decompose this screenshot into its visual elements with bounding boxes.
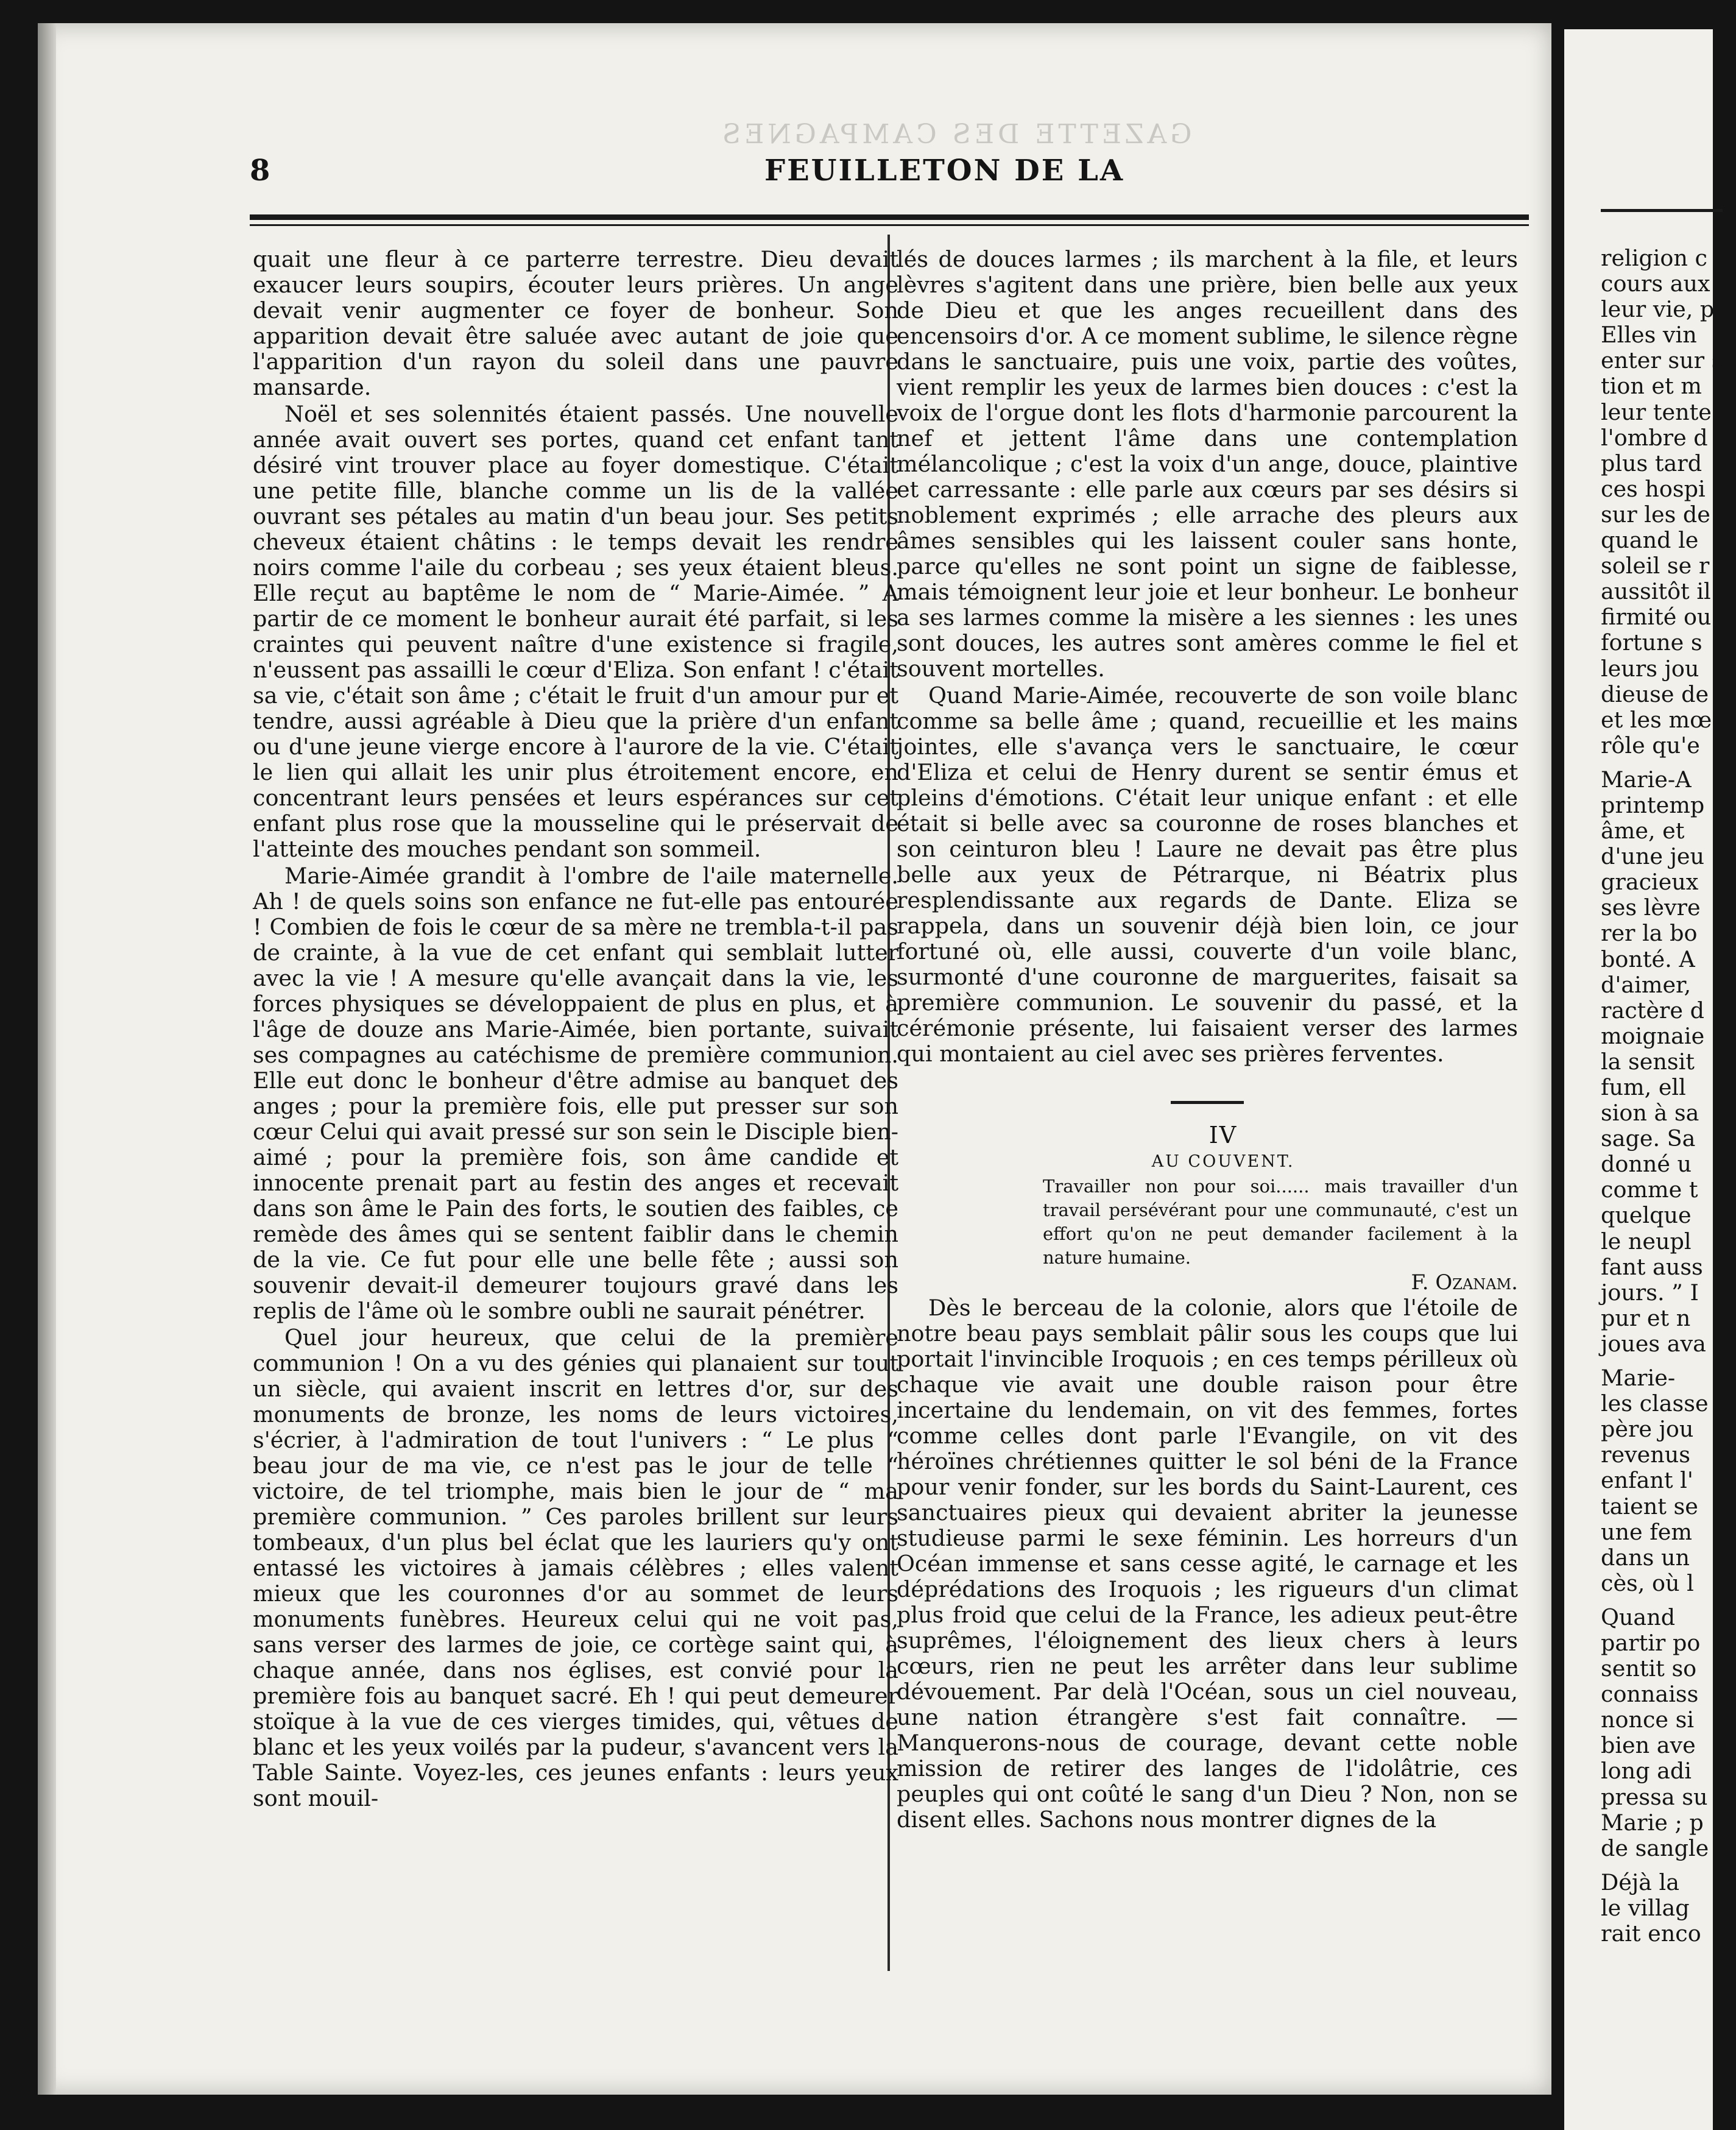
adjacent-page-rule xyxy=(1601,209,1723,212)
adjacent-line: bonté. A xyxy=(1601,946,1695,972)
paragraph: Quand Marie-Aimée, recouverte de son voile blanc comme sa belle âme ; quand, recueillie et les mains jointes, elle s'avança vers le sanctuaire, le cœur d'Eliza et celui de Henry durent se sentir émus et pleins d'émotions. C'était leur unique enfant : et elle était si belle avec sa couronne de roses blanches et son ceinturon bleu ! Laure ne devait pas être plus belle aux yeux de Pétrarque, ni Béatrix plus resplendissante aux regards de Dante. Eliza se rappela, dans un souvenir déjà bien loin, ce jour fortuné où, elle aussi, couverte d'un voile blanc, surmonté d'une couronne de marguerites, faisait sa première communion. Le souvenir du passé, et la cérémonie présente, lui faisaient verser des larmes qui montaient au ciel avec ses prières ferventes. xyxy=(897,682,1518,1067)
adjacent-line: sage. Sa xyxy=(1601,1125,1696,1152)
section-number: IV xyxy=(1208,1122,1238,1148)
left-column xyxy=(253,247,898,1811)
adjacent-line: Marie ; p xyxy=(1601,1809,1704,1836)
adjacent-line: la sensit xyxy=(1601,1048,1695,1075)
adjacent-line: Quand xyxy=(1601,1604,1676,1630)
page-binding-edge xyxy=(38,23,56,2095)
adjacent-line: dans un xyxy=(1601,1544,1690,1571)
adjacent-line: sentit so xyxy=(1601,1655,1697,1682)
adjacent-line: quelque xyxy=(1601,1202,1692,1229)
running-title: FEUILLETON DE LA xyxy=(764,154,1125,188)
adjacent-line: jours. ” I xyxy=(1601,1279,1699,1306)
adjacent-line: rer la bo xyxy=(1601,920,1698,947)
section-rule xyxy=(1171,1101,1244,1104)
adjacent-line: moignaie xyxy=(1601,1022,1705,1049)
adjacent-line: âme, et xyxy=(1601,818,1685,844)
line-gap xyxy=(1601,1357,1736,1365)
adjacent-line: ses lèvre xyxy=(1601,894,1701,921)
adjacent-line: de sangle xyxy=(1601,1835,1709,1861)
adjacent-line: fant auss xyxy=(1601,1253,1703,1280)
adjacent-line: pur et n xyxy=(1601,1304,1691,1331)
adjacent-line: donné u xyxy=(1601,1151,1692,1178)
adjacent-page-text xyxy=(1601,246,1736,1947)
adjacent-line: une fem xyxy=(1601,1518,1692,1545)
adjacent-line: aussitôt il xyxy=(1601,578,1711,605)
adjacent-line: enter sur se xyxy=(1601,347,1736,374)
adjacent-line: Déjà la xyxy=(1601,1869,1679,1895)
adjacent-line: d'une jeu xyxy=(1601,843,1705,870)
adjacent-line: bien ave xyxy=(1601,1732,1696,1759)
adjacent-line: Elles vin xyxy=(1601,322,1697,349)
adjacent-line: Marie-A xyxy=(1601,766,1692,793)
paragraph: Noël et ses solennités étaient passés. Une nouvelle année avait ouvert ses portes, quand cet enfant tant désiré vint trouver place au foyer domestique. C'était une petite fille, blanche comme un lis de la vallée ouvrant ses pétales au matin d'un beau jour. Ses petits cheveux étaient châtins : le temps devait les rendre noirs comme l'aile du corbeau ; ses yeux étaient bleus. Elle reçut au baptême le nom de “ Marie-Aimée. ” A partir de ce moment le bonheur aurait été parfait, si les craintes qui peuvent naître d'une existence si fragile, n'eussent pas assailli le cœur d'Eliza. Son enfant ! c'était sa vie, c'était son âme ; c'était le fruit d'un amour pur et tendre, aussi agréable à Dieu que la prière d'un enfant ou d'une jeune vierge encore à l'aurore de la vie. C'était le lien qui allait les unir plus étroitement encore, en concentrant leurs pensées et leurs espérances sur cet enfant plus rose que la mousseline qui le préservait de l'atteinte des mouches pendant son sommeil. xyxy=(253,401,898,862)
bleed-through-text: GAZETTE DES CAMPAGNES xyxy=(719,119,1192,150)
adjacent-line: tion et m xyxy=(1601,373,1702,400)
adjacent-line: fum, ell xyxy=(1601,1074,1686,1100)
epigraph-author: F. Ozanam. xyxy=(1411,1270,1518,1295)
adjacent-line: nonce si xyxy=(1601,1707,1695,1733)
adjacent-line: comme t xyxy=(1601,1176,1698,1203)
line-gap xyxy=(1601,759,1736,767)
paragraph: quait une fleur à ce parterre terrestre. Dieu devait exaucer leurs soupirs, écouter leurs prières. Un ange devait venir augmenter ce foyer de bonheur. Son apparition devait être saluée avec autant de joie que l'apparition d'un rayon du soleil dans une pauvre mansarde. xyxy=(253,246,898,400)
adjacent-line: cours aux xyxy=(1601,271,1710,297)
paragraph: Quel jour heureux, que celui de la première communion ! On a vu des génies qui planaient sur tout un siècle, qui avaient inscrit en lettres d'or, sur des monuments de bronze, les noms de leurs victoires, s'écrier, à l'admiration de tout l'univers : “ Le plus “ beau jour de ma vie, ce n'est pas le jour de telle “ victoire, de tel triomphe, mais bien le jour de “ ma première communion. ” Ces paroles brillent sur leurs tombeaux, d'un plus bel éclat que les lauriers qu'y ont entassé les victoires à jamais célèbres ; elles valent mieux que les couronnes d'or au sommet de leurs monuments funèbres. Heureux celui qui ne voit pas, sans verser des larmes de joie, ce cortège saint qui, à chaque année, dans nos églises, est convié pour la première fois au banquet sacré. Eh ! qui peut demeurer stoïque à la vue de ces vierges timides, qui, vêtues de blanc et les yeux voilés par la pudeur, s'avancent vers la Table Sainte. Voyez-les, ces jeunes enfants : leurs yeux sont mouil- xyxy=(253,1325,898,1811)
adjacent-line: ractère d xyxy=(1601,997,1704,1024)
adjacent-line: le villag xyxy=(1601,1894,1690,1921)
adjacent-line: leur vie, p xyxy=(1601,296,1715,323)
header-rule-thin xyxy=(250,224,1529,226)
section-title: AU COUVENT. xyxy=(1151,1152,1295,1171)
adjacent-line: dieuse de xyxy=(1601,681,1709,707)
adjacent-line: quand le xyxy=(1601,527,1699,554)
adjacent-line: firmité ou xyxy=(1601,604,1712,631)
adjacent-line: rôle qu'e xyxy=(1601,732,1700,759)
adjacent-line: Marie- xyxy=(1601,1365,1676,1392)
adjacent-line: plus tard xyxy=(1601,450,1702,476)
adjacent-line: rait enco xyxy=(1601,1920,1701,1947)
adjacent-line: joues ava xyxy=(1601,1330,1706,1357)
adjacent-line: connaiss xyxy=(1601,1681,1699,1708)
adjacent-line: sur les de xyxy=(1601,501,1710,528)
line-gap xyxy=(1601,1596,1736,1605)
adjacent-line: fortune s xyxy=(1601,629,1702,656)
adjacent-line: père jou xyxy=(1601,1416,1694,1443)
adjacent-line: leur tente xyxy=(1601,398,1712,425)
paragraph: Marie-Aimée grandit à l'ombre de l'aile maternelle. Ah ! de quels soins son enfance ne fut-elle pas entourée ! Combien de fois le cœur de sa mère ne trembla-t-il pas de crainte, à la vue de cet enfant qui semblait lutter avec la vie ! A mesure qu'elle avançait dans la vie, les forces physiques se développaient de plus en plus, et à l'âge de douze ans Marie-Aimée, bien portante, suivait ses compagnes au catéchisme de première communion. Elle eut donc le bonheur d'être admise au banquet des anges ; pour la première fois, elle put presser sur son cœur Celui qui avait pressé sur son sein le Disciple bien-aimé ; pour la première fois, son âme candide et innocente prenait part au festin des anges et recevait dans son âme le Pain des forts, le soutien des faibles, ce remède des âmes qui se sentent faiblir dans le chemin de la vie. Ce fut pour elle une belle fête ; aussi son souvenir devait-il demeurer toujours gravé dans les replis de l'âme où le sombre oubli ne saurait pénétrer. xyxy=(253,863,898,1324)
adjacent-line: les classe xyxy=(1601,1390,1709,1417)
adjacent-line: et les mœ xyxy=(1601,706,1712,733)
adjacent-line: pressa su xyxy=(1601,1783,1708,1810)
adjacent-line: taient se xyxy=(1601,1493,1698,1520)
adjacent-line: ces hospi xyxy=(1601,475,1706,502)
adjacent-line: religion c xyxy=(1601,245,1707,271)
adjacent-line: cès, où l xyxy=(1601,1569,1694,1596)
adjacent-line: long adi xyxy=(1601,1758,1692,1785)
paragraph: Dès le berceau de la colonie, alors que l'étoile de notre beau pays semblait pâlir sous les coups que lui portait l'invincible Iroquois ; en ces temps périlleux où chaque vie avait une double raison pour être incertaine du lendemain, on vit des femmes, fortes comme celles dont parle l'Evangile, on vit des héroïnes chrétiennes quitter le sol béni de la France pour venir fonder, sur les bords du Saint-Laurent, ces sanctuaires pieux qui devaient abriter la jeunesse studieuse parmi le sexe féminin. Les horreurs d'un Océan immense et sans cesse agité, le carnage et les déprédations des Iroquois ; les rigueurs d'un climat plus froid que celui de la France, les adieux peut-être suprêmes, l'éloignement des lieux chers à leurs cœurs, rien ne peut les arrêter dans leur sublime dévouement. Par delà l'Océan, sous un ciel nouveau, une nation étrangère s'est fait connaître. —Manquerons-nous de courage, devant cette noble mission de retirer des langes de l'idolâtrie, ces peuples qui ont coûté le sang d'un Dieu ? Non, non se disent elles. Sachons nous montrer dignes de la xyxy=(897,1295,1518,1833)
adjacent-line: sion à sa xyxy=(1601,1100,1699,1127)
adjacent-line: leurs jou xyxy=(1601,655,1699,682)
adjacent-line: printemp xyxy=(1601,791,1705,818)
adjacent-line: le neupl xyxy=(1601,1228,1692,1254)
adjacent-line: d'aimer, xyxy=(1601,971,1692,998)
adjacent-page xyxy=(1564,29,1736,2130)
adjacent-line: gracieux xyxy=(1601,869,1699,896)
right-column xyxy=(897,247,1518,1833)
paragraph: lés de douces larmes ; ils marchent à la file, et leurs lèvres s'agitent dans une prière, bien belle aux yeux de Dieu et que les anges recueillent dans des encensoirs d'or. A ce moment sublime, le silence règne dans le sanctuaire, puis une voix, partie des voûtes, vient remplir les yeux de larmes bien douces : c'est la voix de l'orgue dont les flots d'harmonie parcourent la nef et jettent l'âme dans une contemplation mélancolique ; c'est la voix d'un ange, douce, plaintive et carressante : elle parle aux cœurs par ses désirs si noblement exprimés ; elle arrache des pleurs aux âmes sensibles qui les laissent couler sans honte, parce qu'elles ne sont point un signe de faiblesse, mais témoignent leur joie et leur bonheur. Le bonheur a ses larmes comme la misère a les siennes : les unes sont douces, les autres sont amères comme le fiel et souvent mortelles. xyxy=(897,246,1518,682)
epigraph: Travailler non pour soi...... mais travailler d'un travail persévérant pour une communauté, c'est un effort qu'on ne peut demander facilement à la nature humaine. xyxy=(1043,1176,1518,1268)
page-number: 8 xyxy=(250,154,270,188)
adjacent-line: l'ombre d xyxy=(1601,424,1708,451)
line-gap xyxy=(1601,1861,1736,1870)
adjacent-line: enfant l' xyxy=(1601,1467,1693,1494)
adjacent-line: soleil se r xyxy=(1601,553,1710,579)
adjacent-line: revenus xyxy=(1601,1442,1691,1468)
header-rule-thick xyxy=(250,214,1529,220)
adjacent-line: partir po xyxy=(1601,1629,1701,1656)
